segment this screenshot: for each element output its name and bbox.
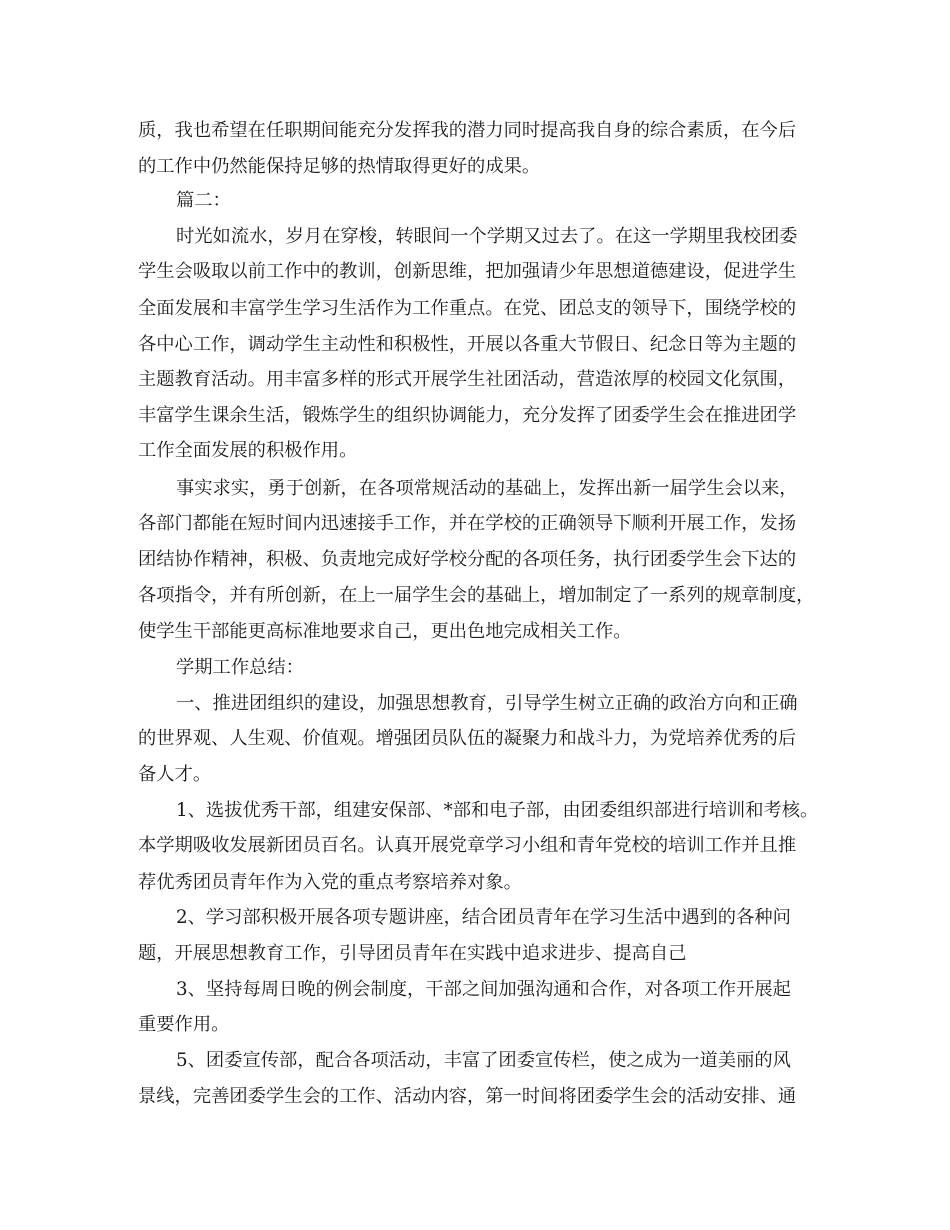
text-line: 重要作用。 [138, 1014, 230, 1035]
text-line: 质，我也希望在任职期间能充分发挥我的潜力同时提高我自身的综合素质，在今后 [138, 120, 797, 141]
text-line: 事实求实，勇于创新，在各项常规活动的基础上，发挥出新一届学生会以来， [176, 478, 798, 499]
text-line: 一、推进团组织的建设，加强思想教育，引导学生树立正确的政治方向和正确 [176, 693, 798, 714]
text-line: 景线，完善团委学生会的工作、活动内容，第一时间将团委学生会的活动安排、通 [138, 1086, 797, 1107]
text-line: 工作全面发展的积极作用。 [138, 440, 358, 461]
text-line: 学生会吸取以前工作中的教训，创新思维，把加强请少年思想道德建设，促进学生 [138, 261, 797, 282]
text-line: 使学生干部能更高标准地要求自己，更出色地完成相关工作。 [138, 621, 632, 642]
text-line: 时光如流水，岁月在穿梭，转眼间一个学期又过去了。在这一学期里我校团委 [176, 226, 798, 247]
text-line: 各项指令，并有所创新，在上一届学生会的基础上，增加制定了一系列的规章制度， [138, 585, 815, 606]
section-heading: 篇二： [176, 190, 231, 211]
text-line: 各中心工作，调动学生主动性和积极性，开展以各重大节假日、纪念日等为主题的 [138, 334, 797, 355]
text-line: 主题教育活动。用丰富多样的形式开展学生社团活动，营造浓厚的校园文化氛围， [138, 369, 797, 390]
text-line: 题，开展思想教育工作，引导团员青年在实践中追求进步、提高自己 [138, 943, 687, 964]
text-line: 的世界观、人生观、价值观。增强团员队伍的凝聚力和战斗力，为党培养优秀的后 [138, 728, 797, 749]
text-line: 荐优秀团员青年作为入党的重点考察培养对象。 [138, 872, 522, 893]
text-line: 3、坚持每周日晚的例会制度，干部之间加强沟通和合作，对各项工作开展起 [176, 979, 791, 1000]
text-line: 丰富学生课余生活，锻炼学生的组织协调能力，充分发挥了团委学生会在推进团学 [138, 405, 797, 426]
text-line: 1、选拔优秀干部，组建安保部、*部和电子部，由团委组织部进行培训和考核。 [176, 800, 819, 821]
text-line: 备人才。 [138, 764, 212, 785]
text-line: 团结协作精神，积极、负责地完成好学校分配的各项任务，执行团委学生会下达的 [138, 549, 797, 570]
text-line: 各部门都能在短时间内迅速接手工作，并在学校的正确领导下顺利开展工作，发扬 [138, 513, 797, 534]
section-heading: 学期工作总结： [176, 657, 304, 678]
text-line: 2、学习部积极开展各项专题讲座，结合团员青年在学习生活中遇到的各种问 [176, 907, 791, 928]
text-line: 本学期吸收发展新团员百名。认真开展党章学习小组和青年党校的培训工作并且推 [138, 835, 797, 856]
text-line: 全面发展和丰富学生学习生活作为工作重点。在党、团总支的领导下，围绕学校的 [138, 298, 797, 319]
text-line: 5、团委宣传部，配合各项活动，丰富了团委宣传栏，使之成为一道美丽的风 [176, 1050, 791, 1071]
text-line: 的工作中仍然能保持足够的热情取得更好的成果。 [138, 156, 541, 177]
